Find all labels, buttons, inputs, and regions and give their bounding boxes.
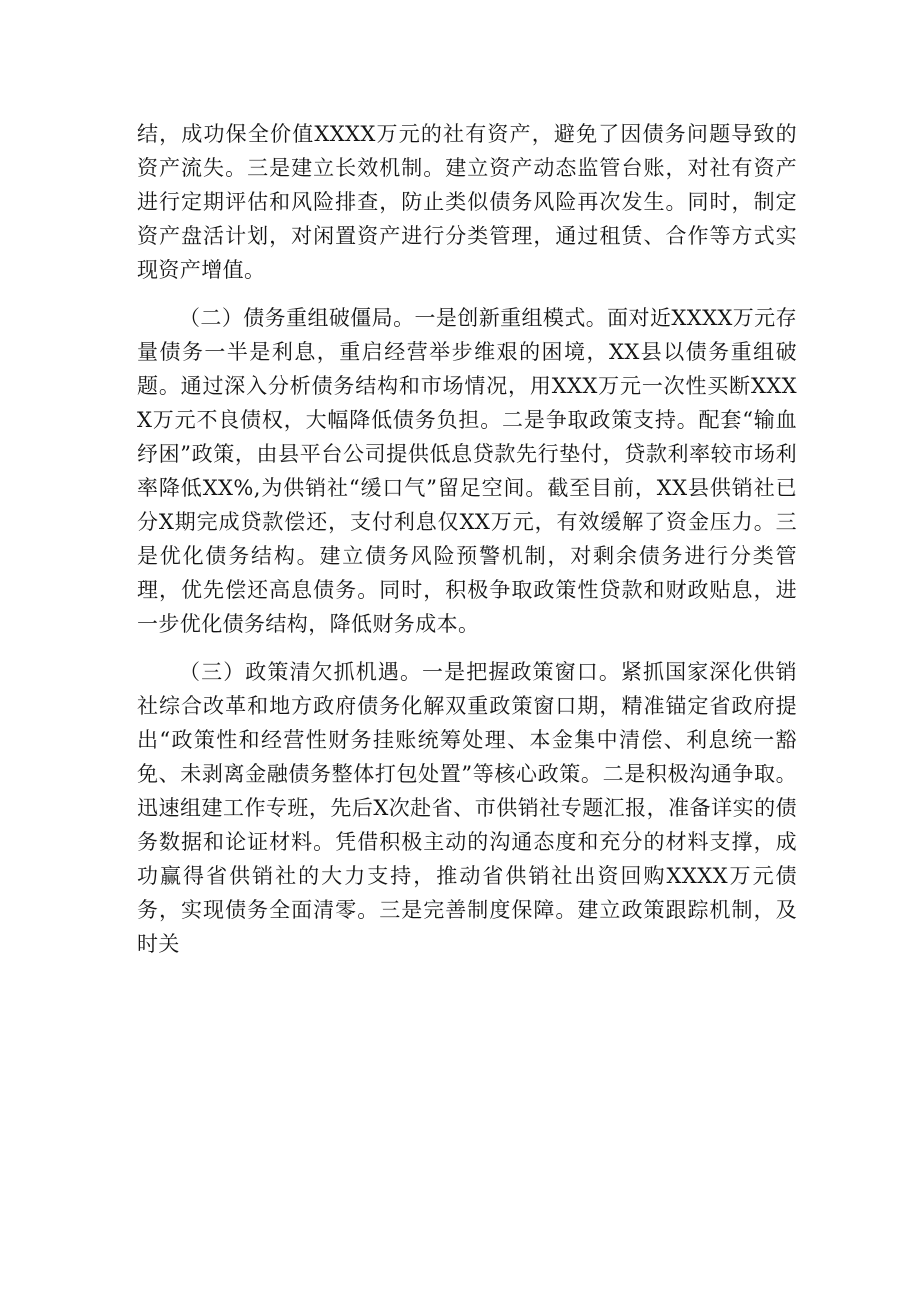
document-body <box>137 117 797 975</box>
paragraph-asset-preservation: 结，成功保全价值XXXX万元的社有资产，避免了因债务问题导致的资产流失。三是建立长效机制。建立资产动态监管台账，对社有资产进行定期评估和风险排查，防止类似债务风险再次发生。同时，制定资产盘活计划，对闲置资产进行分类管理，通过租赁、合作等方式实现资产增值。 <box>137 122 797 282</box>
paragraph-debt-restructuring: （二）债务重组破僵局。一是创新重组模式。面对近XXXX万元存量债务一半是利息，重启经营举步维艰的困境，XX县以债务重组破题。通过深入分析债务结构和市场情况，用XXX万元一次性买断XXXX万元不良债权，大幅降低债务负担。二是争取政策支持。配套“输血纾困”政策，由县平台公司提供低息贷款先行垫付，贷款利率较市场利率降低XX%,为供销社“缓口气”留足空间。截至目前，XX县供销社已分X期完成贷款偿还，支付利息仅XX万元，有效缓解了资金压力。三是优化债务结构。建立债务风险预警机制，对剩余债务进行分类管理，优先偿还高息债务。同时，积极争取政策性贷款和财政贴息，进一步优化债务结构，降低财务成本。 <box>137 306 797 636</box>
paragraph-policy-clearance: （三）政策清欠抓机遇。一是把握政策窗口。紧抓国家深化供销社综合改革和地方政府债务化解双重政策窗口期，精准锚定省政府提出“政策性和经营性财务挂账统筹处理、本金集中清偿、利息统一豁免、未剥离金融债务整体打包处置”等核心政策。二是积极沟通争取。迅速组建工作专班，先后X次赴省、市供销社专题汇报，准备详实的债务数据和论证材料。凭借积极主动的沟通态度和充分的材料支撑，成功赢得省供销社的大力支持，推动省供销社出资回购XXXX万元债务，实现债务全面清零。三是完善制度保障。建立政策跟踪机制，及时关 <box>137 660 797 956</box>
